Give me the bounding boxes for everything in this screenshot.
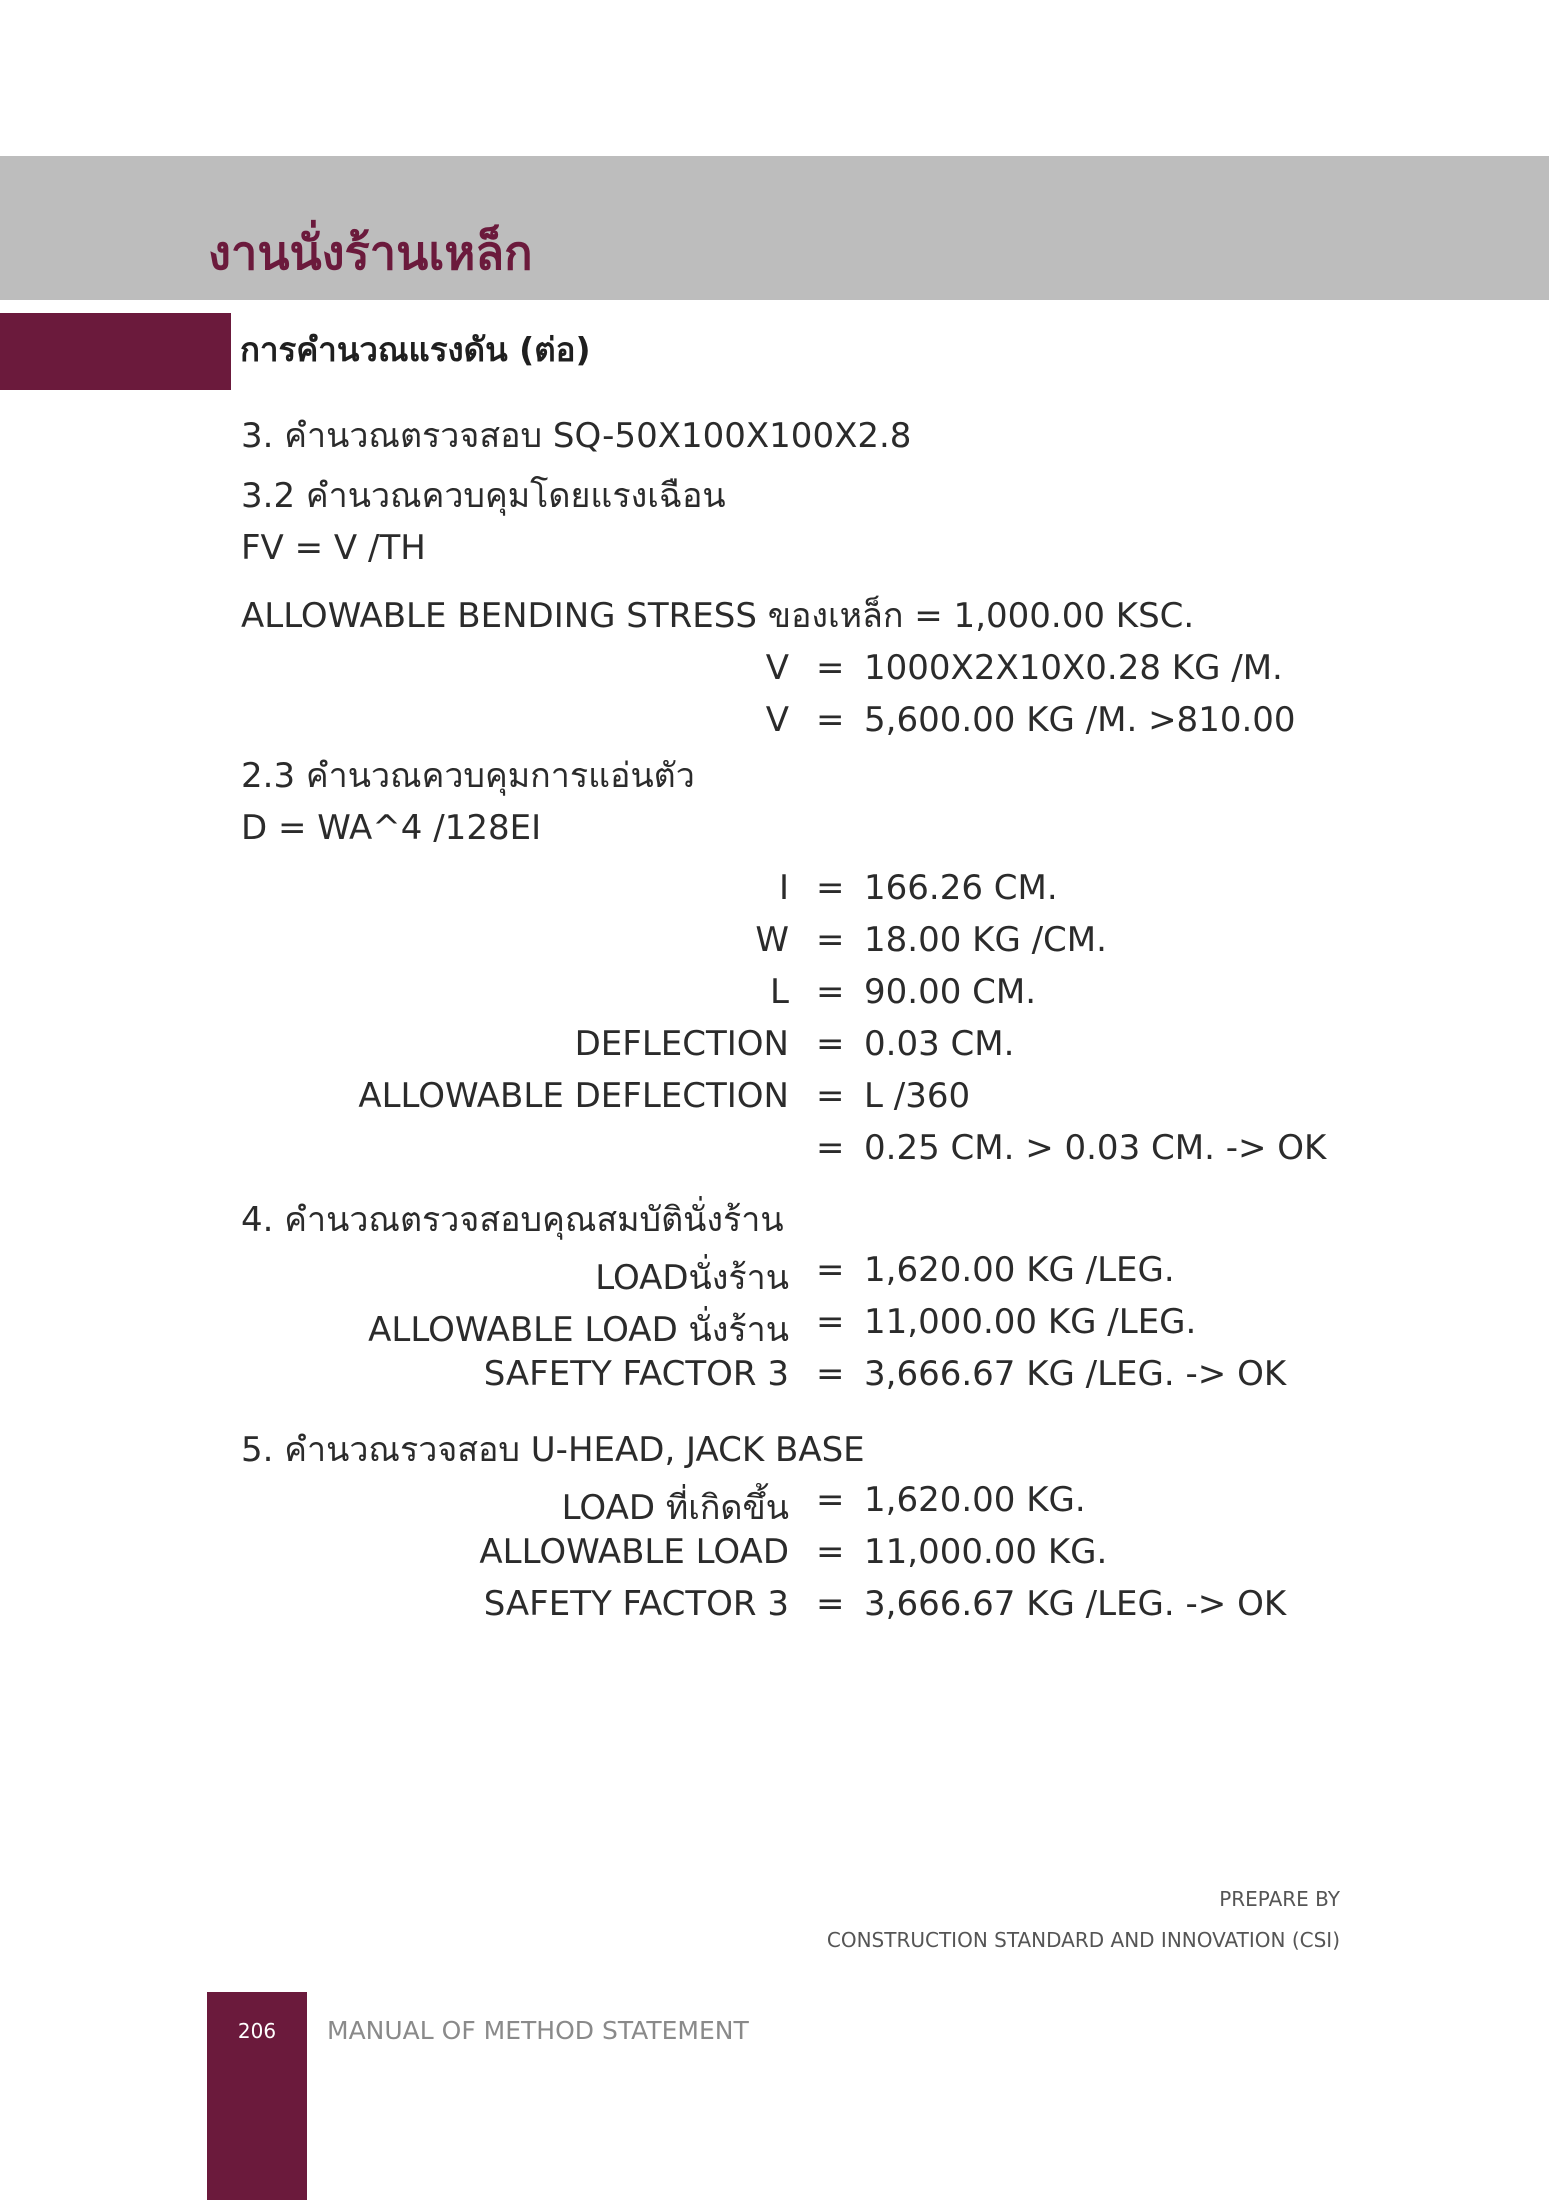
equation-value: 3,666.67 KG /LEG. -> OK — [864, 1354, 1287, 1394]
section-title: การคำนวณแรงดัน (ต่อ) — [240, 330, 591, 369]
equation-value: 3,666.67 KG /LEG. -> OK — [864, 1584, 1287, 1624]
equation-label: W — [755, 920, 789, 960]
equation-row — [0, 1024, 1549, 1068]
equation-label: ALLOWABLE LOAD นั่งร้าน — [368, 1310, 789, 1350]
equation-row — [0, 700, 1549, 744]
equation-row — [0, 1532, 1549, 1576]
equation-row — [0, 1480, 1549, 1528]
step-4-heading: 4. คำนวณตรวจสอบคุณสมบัตินั่งร้าน — [241, 1200, 784, 1240]
equation-value: 1000X2X10X0.28 KG /M. — [864, 648, 1283, 688]
equation-value: 1,620.00 KG. — [864, 1480, 1086, 1520]
equation-label: DEFLECTION — [574, 1024, 789, 1064]
step-5-heading: 5. คำนวณรวจสอบ U-HEAD, JACK BASE — [241, 1430, 865, 1470]
equation-row — [0, 1354, 1549, 1398]
equation-value: 1,620.00 KG /LEG. — [864, 1250, 1175, 1290]
equation-row — [0, 1584, 1549, 1628]
page-number: 206 — [237, 2019, 277, 2043]
equals-sign: = — [816, 1584, 845, 1624]
equals-sign: = — [816, 1250, 845, 1290]
equals-sign: = — [816, 1532, 845, 1572]
equation-label: L — [770, 972, 789, 1012]
equation-row — [0, 1250, 1549, 1298]
equals-sign: = — [816, 972, 845, 1012]
equation-value: 18.00 KG /CM. — [864, 920, 1107, 960]
equation-label: SAFETY FACTOR 3 — [483, 1354, 789, 1394]
equals-sign: = — [816, 1354, 845, 1394]
equation-row — [0, 972, 1549, 1016]
equation-label: LOAD ที่เกิดขึ้น — [561, 1488, 789, 1528]
allowable-bending-stress: ALLOWABLE BENDING STRESS ของเหล็ก = 1,000.00 KSC. — [241, 596, 1195, 636]
equation-label: LOADนั่งร้าน — [595, 1258, 789, 1298]
equals-sign: = — [816, 868, 845, 908]
equation-row — [0, 1128, 1549, 1172]
equals-sign: = — [816, 700, 845, 740]
equals-sign: = — [816, 1076, 845, 1116]
equation-row — [0, 868, 1549, 912]
organization-name: CONSTRUCTION STANDARD AND INNOVATION (CSI) — [826, 1928, 1340, 1952]
equation-value: 5,600.00 KG /M. >810.00 — [864, 700, 1296, 740]
equation-value: 90.00 CM. — [864, 972, 1037, 1012]
equation-row — [0, 1302, 1549, 1350]
deflection-formula: D = WA^4 /128EI — [241, 808, 542, 848]
step-3-2-heading: 3.2 คำนวณควบคุมโดยแรงเฉือน — [241, 476, 726, 516]
equation-value: 0.03 CM. — [864, 1024, 1015, 1064]
equation-label: ALLOWABLE LOAD — [479, 1532, 789, 1572]
equation-value: 11,000.00 KG. — [864, 1532, 1108, 1572]
equals-sign: = — [816, 1302, 845, 1342]
equals-sign: = — [816, 1480, 845, 1520]
step-2-3-heading: 2.3 คำนวณควบคุมการแอ่นตัว — [241, 756, 695, 796]
equals-sign: = — [816, 920, 845, 960]
equation-label: ALLOWABLE DEFLECTION — [358, 1076, 789, 1116]
equals-sign: = — [816, 648, 845, 688]
section-accent-block — [0, 313, 231, 390]
equation-label: V — [765, 700, 789, 740]
equation-label: SAFETY FACTOR 3 — [483, 1584, 789, 1624]
equation-row — [0, 648, 1549, 692]
equation-value: 0.25 CM. > 0.03 CM. -> OK — [864, 1128, 1327, 1168]
equals-sign: = — [816, 1128, 845, 1168]
equation-value: L /360 — [864, 1076, 971, 1116]
manual-title: MANUAL OF METHOD STATEMENT — [327, 2016, 749, 2045]
page-title: งานนั่งร้านเหล็ก — [208, 226, 533, 281]
equation-row — [0, 1076, 1549, 1120]
step-3-heading: 3. คำนวณตรวจสอบ SQ-50X100X100X2.8 — [241, 416, 912, 456]
shear-formula: FV = V /TH — [241, 528, 426, 568]
equation-value: 166.26 CM. — [864, 868, 1058, 908]
equation-row — [0, 920, 1549, 964]
equals-sign: = — [816, 1024, 845, 1064]
prepare-by-label: PREPARE BY — [1219, 1887, 1340, 1911]
equation-value: 11,000.00 KG /LEG. — [864, 1302, 1197, 1342]
equation-label: V — [765, 648, 789, 688]
equation-label: I — [778, 868, 789, 908]
